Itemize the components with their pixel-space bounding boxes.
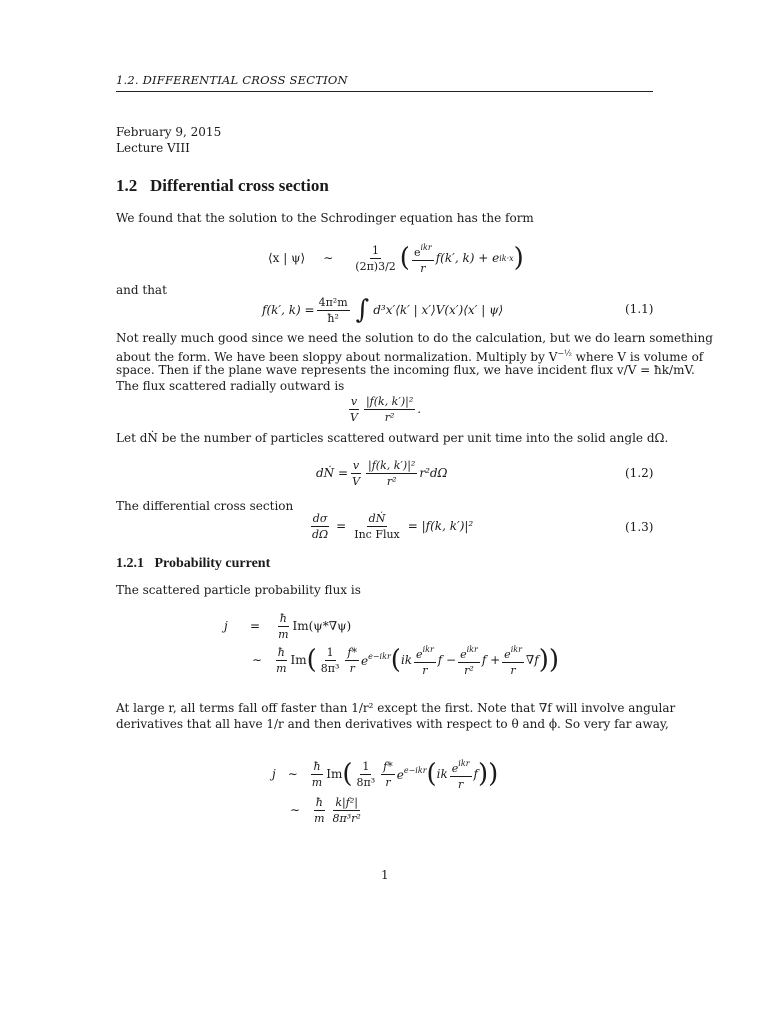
eq13-lhs	[310, 512, 330, 541]
eq13-mid	[352, 512, 402, 541]
paragraph-6: The scattered particle probability flux is	[116, 583, 361, 597]
eq12-num: |f(k, k′)|²	[368, 458, 416, 472]
flux-ratio	[348, 395, 360, 424]
eq11-num: 4π²m	[318, 295, 348, 309]
j2-wave-1: $\frac{e^{ikr}}{r}$	[416, 645, 434, 677]
j3-wave: $\frac{e^{ikr}}{r}$	[451, 759, 470, 791]
header-rule	[116, 91, 653, 92]
eq11-lhs: f(k′, k) =	[262, 303, 315, 317]
integral-sign: ∫	[355, 295, 370, 325]
paragraph-3-line-2: about the form. We have been sloppy about normalization. Multiply by $V^{-\frac{1}{2}}$ where V is volume of	[116, 349, 704, 364]
flux-amplitude	[364, 395, 415, 424]
hbar-over-m	[276, 612, 290, 641]
flux-V: V	[350, 410, 358, 424]
subsection-title: Probability current	[154, 556, 271, 571]
equation-label-1-1: (1.1)	[625, 302, 654, 316]
j4-hbar-over-m: $\frac{ħ}{m}$	[314, 795, 325, 825]
eq13-domega: dΩ	[312, 527, 329, 541]
flux-den: r²	[384, 410, 395, 424]
equation-wavefunction	[268, 238, 524, 278]
eq11-rhs: d³x′⟨k′ | x′⟩V(x′)⟨x′ | ψ⟩	[373, 303, 504, 317]
section-title: Differential cross section	[150, 176, 329, 195]
paragraph-7-line-2: derivatives that all have 1/r and then derivatives with respect to θ and ϕ. So very far away,	[116, 717, 669, 731]
equation-current-2: ∼ $\frac{ħ}{m}$ Im ( $\frac{1}{\text{8π³}}$ $\frac{f*}{r}$ $e^{e-ikr}$ ( ik $\frac{e^{ikr}}{r}$ f − $\frac{e^{ikr}}{\text{r²}}$ f + $\frac{e^{ikr}}{r}$ ∇f ))	[252, 645, 560, 677]
j-lhs: j	[224, 619, 228, 633]
eq12-amplitude	[366, 459, 417, 488]
eq13-rhs: = |f(k, k′)|²	[407, 519, 474, 533]
equation-label-1-3: (1.3)	[625, 520, 654, 534]
lecture-label: Lecture VIII	[116, 141, 190, 155]
j2-coef: $\frac{1}{\text{8π³}}$	[320, 645, 340, 675]
equation-1-1	[262, 292, 503, 328]
eq12-V: V	[352, 474, 361, 488]
j2-rel: ∼	[252, 653, 263, 667]
paragraph-3-line-1: Not really much good since we need the solution to do the calculation, but we do learn something	[116, 331, 713, 345]
eq12-tail: r²dΩ	[419, 466, 448, 480]
mass: m	[278, 627, 289, 641]
j2-wave-3: $\frac{e^{ikr}}{r}$	[504, 645, 522, 677]
eq12-lhs: dṄ =	[316, 466, 349, 480]
j-equals: =	[250, 619, 261, 633]
j2-im: Im	[290, 653, 307, 667]
paragraph-5: The differential cross section	[116, 499, 294, 513]
equation-flux: $\frac{v}{V}$ $\frac{\text{|f(k, k′)|²}}{\text{r²}}$ .	[350, 394, 422, 424]
paragraph-1: We found that the solution to the Schrodinger equation has the form	[116, 211, 534, 225]
eq-coefficient	[353, 244, 398, 273]
spherical-denominator: r	[420, 262, 426, 275]
j3-exp: $e^{e-ikr}$	[396, 766, 427, 782]
j3-tail: f	[473, 767, 478, 781]
flux-num: |f(k, k′)|²	[365, 394, 414, 408]
subsection-heading	[116, 556, 270, 572]
page-number: 1	[381, 868, 389, 882]
paragraph-4: Let dṄ be the number of particles scattered outward per unit time into the solid angle dΩ.	[116, 431, 669, 445]
eq11-den: ħ²	[327, 311, 339, 325]
j2-wave-2: $\frac{e^{ikr}}{\text{r²}}$	[460, 645, 478, 677]
j2-exp: $e^{e-ikr}$	[361, 652, 391, 668]
equation-current-3: j ∼ $\frac{ħ}{m}$ Im ( $\frac{1}{\text{8π³}}$ $\frac{f*}{r}$ $e^{e-ikr}$ ( ik $\frac{e^{ikr}}{r}$ f ))	[272, 759, 499, 791]
j3-rel: ∼	[287, 767, 298, 781]
date: February 9, 2015	[116, 125, 222, 139]
j2-term2: f −	[437, 653, 457, 667]
j2-term3: f +	[481, 653, 501, 667]
eq11-coefficient	[317, 296, 350, 325]
coef-numerator: 1	[372, 243, 380, 257]
coef-denominator: (2π)3/2	[355, 259, 396, 273]
equation-1-3: $\frac{d\sigma}{d\Omega}$ = $\frac{\text{dṄ}}{\text{Inc Flux}}$ = |f(k, k′)|²	[312, 511, 474, 541]
j3-ik: ik	[436, 767, 448, 781]
j3-fstar: $\frac{f*}{r}$	[383, 759, 393, 789]
j2-hbar-over-m: $\frac{ħ}{m}$	[276, 645, 287, 675]
j4-result: $\frac{\text{k|f²|}}{\text{8π³r²}}$	[332, 795, 361, 825]
eq-lhs: ⟨x | ψ⟩	[268, 251, 306, 265]
j3-hbar-over-m: $\frac{ħ}{m}$	[311, 759, 323, 789]
eq-plane-exp: ik·x	[499, 253, 514, 263]
equation-current-4	[290, 792, 365, 828]
j1-rhs: Im(ψ*∇ψ)	[292, 619, 352, 633]
section-number: 1.2	[116, 176, 138, 195]
flux-v: v	[350, 394, 358, 408]
j3-lhs: j	[272, 767, 276, 781]
eq-body: f(k′, k) + e	[435, 251, 500, 265]
j2-gradf: ∇f	[525, 653, 539, 667]
eq-relation: ∼	[323, 251, 334, 265]
j2-fstar: $\frac{f*}{r}$	[347, 645, 357, 675]
right-paren: )	[513, 243, 524, 273]
equation-1-2	[316, 456, 448, 490]
paragraph-3-line-4: The flux scattered radially outward is	[116, 379, 345, 393]
paragraph-2: and that	[116, 283, 167, 297]
left-paren: (	[399, 243, 410, 273]
eq13-dn: dṄ	[368, 511, 386, 525]
eq12-v: v	[352, 458, 360, 472]
eq12-den: r²	[386, 474, 397, 488]
spherical-numerator: $e^{ikr}$	[413, 243, 432, 259]
j3-coef: $\frac{1}{\text{8π³}}$	[356, 759, 376, 789]
running-header: 1.2. DIFFERENTIAL CROSS SECTION	[116, 73, 348, 87]
j2-ik: ik	[400, 653, 413, 667]
paragraph-3-line-3: space. Then if the plane wave represents the incoming flux, we have incident flux v/V = ħk/mV.	[116, 363, 695, 377]
eq13-incflux: Inc Flux	[354, 527, 400, 541]
section-heading	[116, 176, 329, 196]
subsection-number: 1.2.1	[116, 556, 144, 571]
eq13-dsigma: dσ	[312, 511, 328, 525]
j3-im: Im	[326, 767, 343, 781]
eq-spherical-wave	[412, 241, 434, 275]
paragraph-7-line-1: At large r, all terms fall off faster than 1/r² except the first. Note that ∇f will involve angular	[116, 701, 676, 715]
hbar: ħ	[279, 611, 287, 625]
j4-rel: ∼	[290, 803, 301, 817]
equation-label-1-2: (1.2)	[625, 466, 654, 480]
eq12-ratio	[350, 459, 362, 488]
